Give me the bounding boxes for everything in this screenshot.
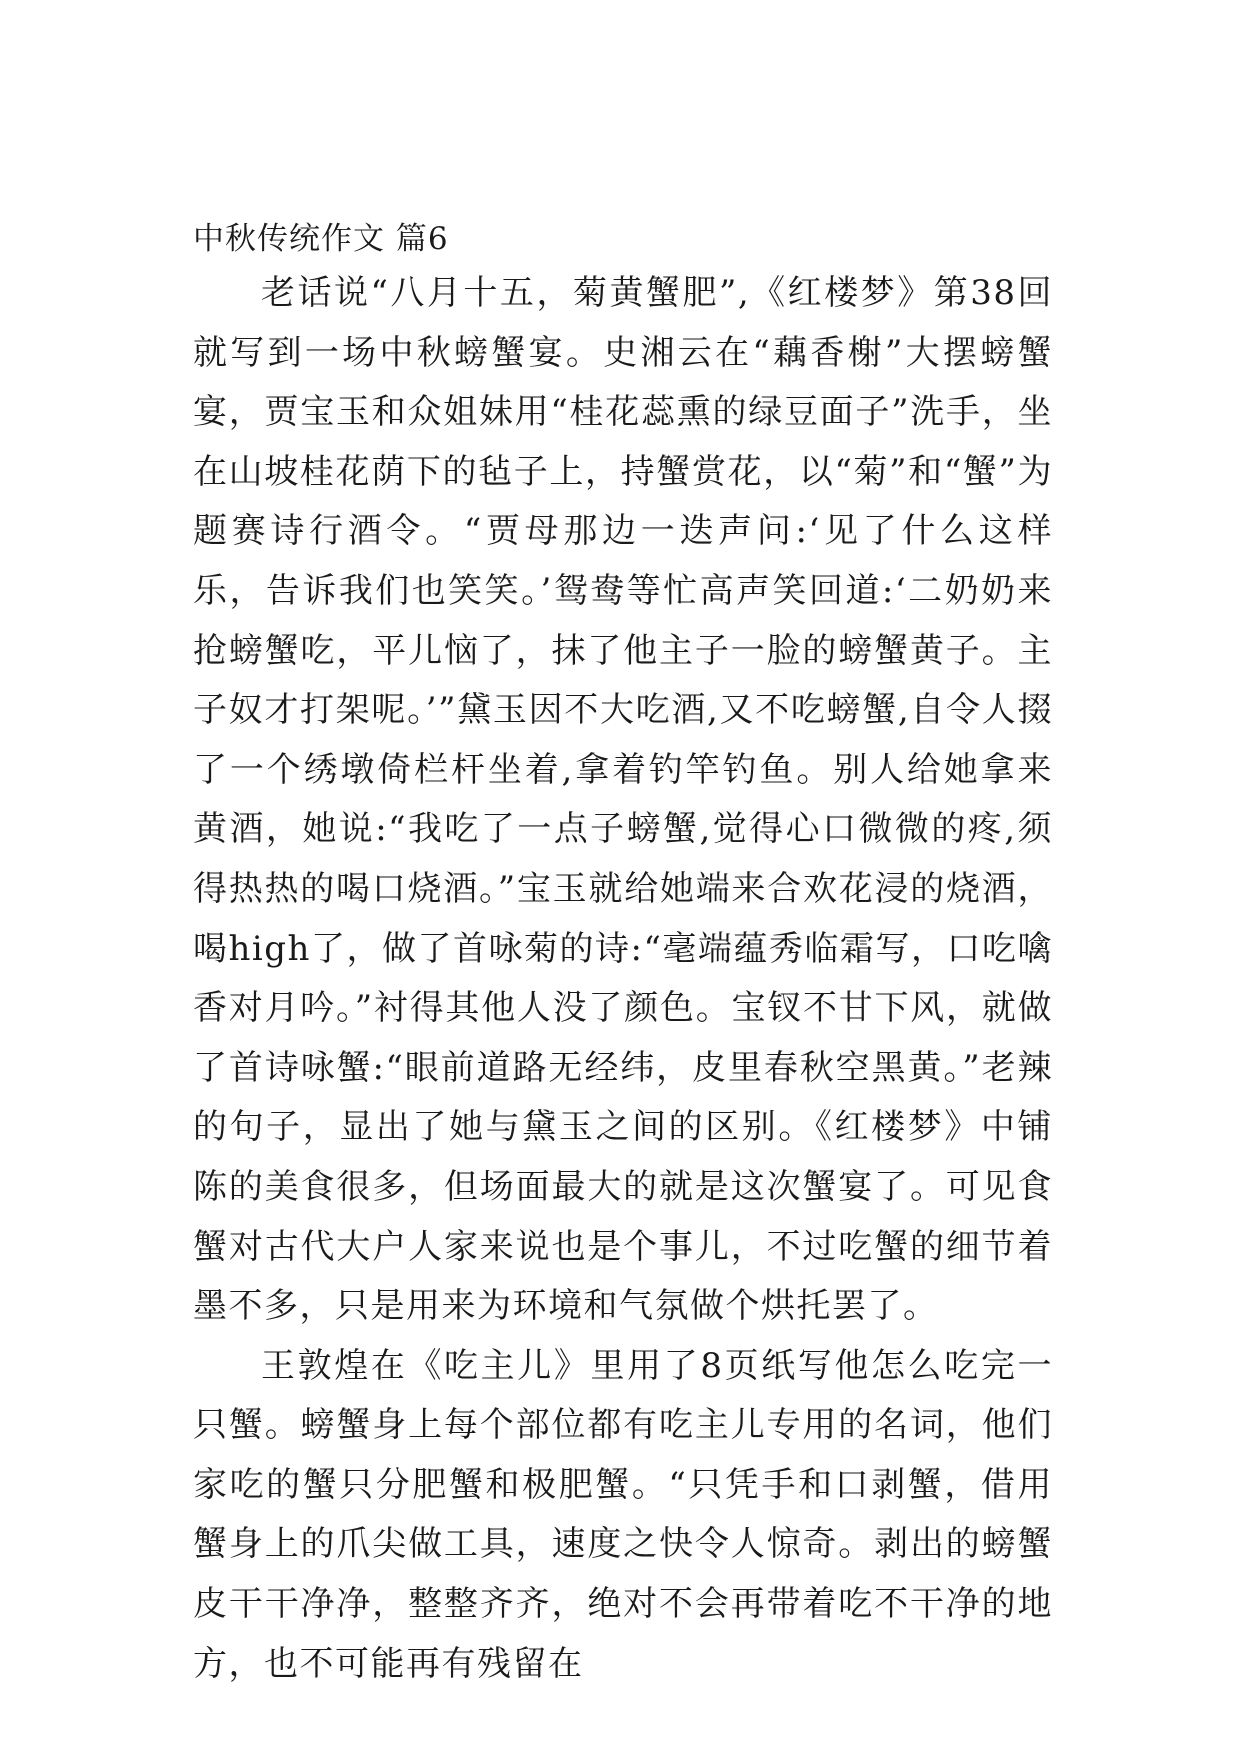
document-title: 中秋传统作文 篇6 [193,221,449,257]
paragraph-1: 老话说“八月十五，菊黄蟹肥”,《红楼梦》第38回就写到一场中秋螃蟹宴。史湘云在“藕香榭”大摆螃蟹宴，贾宝玉和众姐妹用“桂花蕊熏的绿豆面子”洗手，坐在山坡桂花荫下的毡子上，持蟹赏花，以“菊”和“蟹”为题赛诗行酒令。“贾母那边一迭声问:‘见了什么这样乐，告诉我们也笑笑。’鸳鸯等忙高声笑回道:‘二奶奶来抢螃蟹吃，平儿恼了，抹了他主子一脸的螃蟹黄子。主子奴才打架呢。’”黛玉因不大吃酒,又不吃螃蟹,自令人掇了一个绣墩倚栏杆坐着,拿着钓竿钓鱼。别人给她拿来黄酒，她说:“我吃了一点子螃蟹,觉得心口微微的疼,须得热热的喝口烧酒。”宝玉就给她端来合欢花浸的烧酒，喝high了，做了首咏菊的诗:“毫端蕴秀临霜写，口吃噙香对月吟。”衬得其他人没了颜色。宝钗不甘下风，就做了首诗咏蟹:“眼前道路无经纬，皮里春秋空黑黄。”老辣的句子，显出了她与黛玉之间的区别。《红楼梦》中铺陈的美食很多，但场面最大的就是这次蟹宴了。可见食蟹对古代大户人家来说也是个事儿，不过吃蟹的细节着墨不多，只是用来为环境和气氛做个烘托罢了。 [193,273,1053,1327]
document-page [193,216,1053,1694]
paragraph-2: 王敦煌在《吃主儿》里用了8页纸写他怎么吃完一只蟹。螃蟹身上每个部位都有吃主儿专用的名词，他们家吃的蟹只分肥蟹和极肥蟹。“只凭手和口剥蟹，借用蟹身上的爪尖做工具，速度之快令人惊奇。剥出的螃蟹皮干干净净，整整齐齐，绝对不会再带着吃不干净的地方，也不可能再有残留在 [193,1345,1053,1684]
